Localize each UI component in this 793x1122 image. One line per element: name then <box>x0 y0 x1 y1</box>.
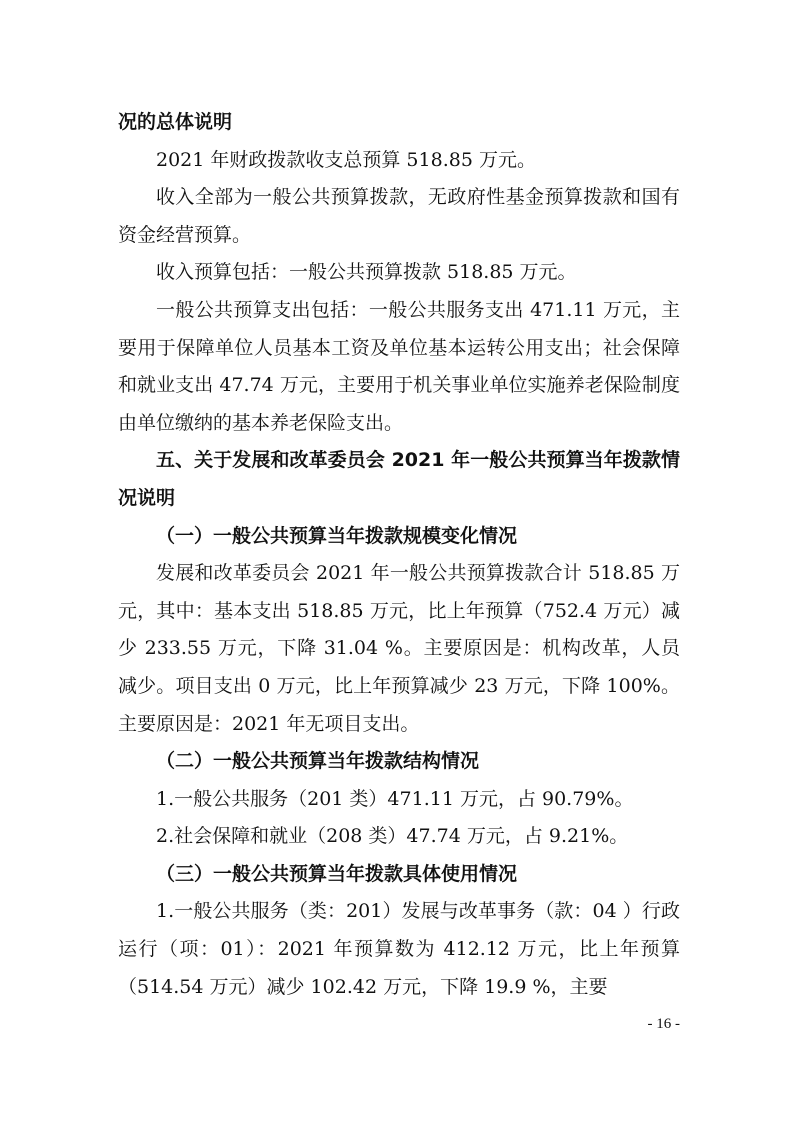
document-body <box>118 104 680 1006</box>
paragraph-scale-change: 发展和改革委员会 2021 年一般公共预算拨款合计 518.85 万元，其中：基本支出 518.85 万元，比上年预算（752.4 万元）减少 233.55 万元，下降 31.04 %。主要原因是：机构改革，人员减少。项目支出 0 万元，比上年预算减少 23 万元，下降 100%。主要原因是：2021 年无项目支出。 <box>118 562 680 735</box>
subheading-three: （三）一般公共预算当年拨款具体使用情况 <box>156 862 518 885</box>
subheading-one: （一）一般公共预算当年拨款规模变化情况 <box>156 524 518 547</box>
paragraph-expenditure: 一般公共预算支出包括：一般公共服务支出 471.11 万元，主要用于保障单位人员基本工资及单位基本运转公用支出；社会保障和就业支出 47.74 万元，主要用于机关事业单位实施养老保险制度由单位缴纳的基本养老保险支出。 <box>118 298 680 434</box>
paragraph-usage-1: 1.一般公共服务（类：201）发展与改革事务（款：04 ）行政运行（项：01）：2021 年预算数为 412.12 万元，比上年预算（514.54 万元）减少 102.42 万元，下降 19.9 %，主要 <box>118 900 680 998</box>
paragraph-structure-2: 2.社会保障和就业（208 类）47.74 万元，占 9.21%。 <box>156 825 629 848</box>
paragraph-income-source: 收入全部为一般公共预算拨款，无政府性基金预算拨款和国有资金经营预算。 <box>118 186 680 246</box>
subheading-two: （二）一般公共预算当年拨款结构情况 <box>156 750 480 773</box>
paragraph-total-budget: 2021 年财政拨款收支总预算 518.85 万元。 <box>156 148 536 171</box>
section-heading-five: 五、关于发展和改革委员会 2021 年一般公共预算当年拨款情况说明 <box>118 449 680 509</box>
page-number: - 16 - <box>647 1016 680 1032</box>
paragraph-structure-1: 1.一般公共服务（201 类）471.11 万元，占 90.79%。 <box>156 787 634 810</box>
paragraph-income-budget: 收入预算包括：一般公共预算拨款 518.85 万元。 <box>156 261 577 284</box>
section-heading-continuation: 况的总体说明 <box>118 111 233 133</box>
